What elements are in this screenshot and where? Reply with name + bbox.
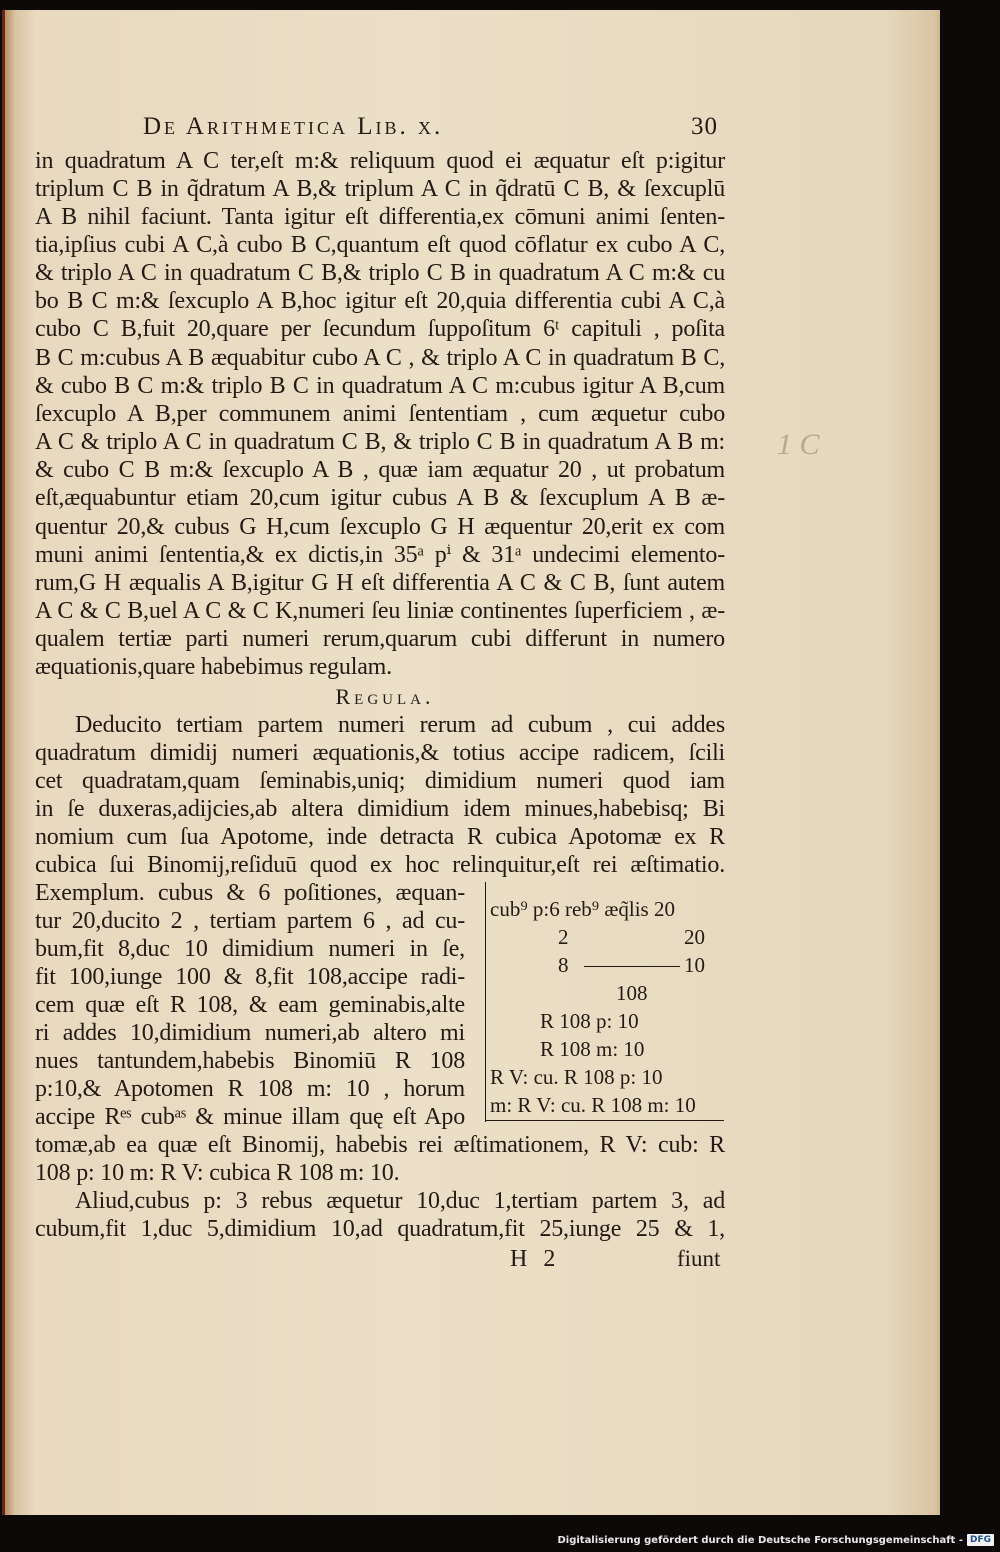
- body-line: in quadratum A C ter,eſt m:& reliquum quod ei æquatur eſt p:igitur: [35, 148, 725, 174]
- body-line: & cubo C B m:& ſexcuplo A B , quæ iam æquatur 20 , ut probatum: [35, 457, 725, 483]
- body-line: tia,ipſius cubi A C,à cubo B C,quantum eſt quod cōflatur ex cubo A C,: [35, 232, 725, 258]
- margin-annotation: 1 C: [777, 428, 820, 461]
- body-line: qualem tertiæ parti numeri rerum,quarum cubi differunt in numero: [35, 626, 725, 652]
- signature-mark: H 2: [510, 1246, 561, 1272]
- regula-line: quadratum dimidij numeri æquationis,& totius accipe radicem, ſcili: [35, 740, 725, 766]
- body-line: ſexcuplo A B,per communem animi ſententiam , cum æquetur cubo: [35, 401, 725, 427]
- body-line: B C m:cubus A B æquabitur cubo A C , & triplo A C in quadratum B C,: [35, 345, 725, 371]
- aliud-line: Aliud,cubus p: 3 rebus æquetur 10,duc 1,tertiam partem 3, ad: [75, 1188, 725, 1214]
- credit-text: Digitalisierung gefördert durch die Deutsche Forschungsgemeinschaft -: [557, 1534, 963, 1546]
- example-line: tur 20,ducito 2 , tertiam partem 6 , ad cu-: [35, 908, 465, 934]
- body-line: quentur 20,& cubus G H,cum ſexcuplo G H æquentur 20,erit ex com: [35, 514, 725, 540]
- body-line: cubo C B,fuit 20,quare per ſecundum ſuppoſitum 6ᵗ capituli , poſita: [35, 316, 725, 342]
- regula-line: nomium cum ſua Apotome, inde detracta R cubica Apotomæ ex R: [35, 824, 725, 850]
- eq-value: m: R V: cu. R 108 m: 10: [490, 1093, 696, 1117]
- example-line: fit 100,iunge 100 & 8,fit 108,accipe radi-: [35, 964, 465, 990]
- example-tail-line: tomæ,ab ea quæ eſt Binomij, habebis rei æſtimationem, R V: cub: R: [35, 1132, 725, 1158]
- body-line: & triplo A C in quadratum C B,& triplo C B in quadratum A C m:& cu: [35, 260, 725, 286]
- body-line: triplum C B in q̃dratum A B,& triplum A C in q̃dratū C B, & ſexcuplū: [35, 176, 725, 202]
- eq-value: 8: [558, 953, 569, 977]
- body-line: rum,G H æqualis A B,igitur G H eſt differentia A C & C B, ſunt autem: [35, 570, 725, 596]
- example-line: accipe Rᵉˢ cubᵃˢ & minue illam quę eſt Apo: [35, 1104, 465, 1130]
- eq-rule: [584, 966, 680, 967]
- body-line: & cubo B C m:& triplo B C in quadratum A C m:cubus igitur A B,cum: [35, 373, 725, 399]
- eq-value: 2: [558, 925, 569, 949]
- dfg-logo: DFG: [967, 1534, 994, 1546]
- example-line: bum,fit 8,duc 10 dimidium numeri in ſe,: [35, 936, 465, 962]
- header-title: De Arithmetica Lib. x.: [143, 113, 444, 140]
- body-line: A C & C B,uel A C & C K,numeri ſeu liniæ continentes ſuperficiem , æ-: [35, 598, 725, 624]
- example-line: ri addes 10,dimidium numeri,ab altero mi: [35, 1020, 465, 1046]
- eq-value: 10: [684, 953, 705, 977]
- example-line: p:10,& Apotomen R 108 m: 10 , horum: [35, 1076, 465, 1102]
- eq-value: 20: [684, 925, 705, 949]
- body-line: æquationis,quare habebimus regulam.: [35, 654, 392, 680]
- section-heading: Regula.: [335, 684, 435, 709]
- example-line: Exemplum. cubus & 6 poſitiones, æquan-: [35, 880, 465, 906]
- example-line: cem quæ eſt R 108, & eam geminabis,alte: [35, 992, 465, 1018]
- eq-rule: [486, 1120, 724, 1121]
- body-line: muni animi ſententia,& ex dictis,in 35ᵃ pⁱ & 31ᵃ undecimi elemento-: [35, 542, 725, 568]
- eq-value: R V: cu. R 108 p: 10: [490, 1065, 663, 1089]
- eq-value: R 108 m: 10: [540, 1037, 645, 1061]
- body-line: A C & triplo A C in quadratum C B, & triplo C B in quadratum A B m:: [35, 429, 725, 455]
- digitization-credit: [557, 1534, 994, 1546]
- body-line: bo B C m:& ſexcuplo A B,hoc igitur eſt 20,quia differentia cubi A C,à: [35, 288, 725, 314]
- eq-value: R 108 p: 10: [540, 1009, 639, 1033]
- catchword: fiunt: [677, 1246, 721, 1271]
- example-line: nues tantundem,habebis Binomiū R 108: [35, 1048, 465, 1074]
- regula-line: Deducito tertiam partem numeri rerum ad cubum , cui addes: [75, 712, 725, 738]
- eq-value: 108: [616, 981, 648, 1005]
- regula-line: in ſe duxeras,adijcies,ab altera dimidium idem minues,habebisq; Bi: [35, 796, 725, 822]
- book-page: [2, 10, 940, 1515]
- regula-line: cubica ſui Binomij,reſiduū quod ex hoc relinquitur,eſt rei æſtimatio.: [35, 852, 725, 878]
- body-line: eſt,æquabuntur etiam 20,cum igitur cubus A B & ſexcuplum A B æ-: [35, 485, 725, 511]
- eq-header: cub⁹ p:6 reb⁹ æq̃lis 20: [490, 897, 675, 921]
- aliud-line: cubum,fit 1,duc 5,dimidium 10,ad quadratum,fit 25,iunge 25 & 1,: [35, 1216, 725, 1242]
- regula-line: cet quadratam,quam ſeminabis,uniq; dimidium numeri quod iam: [35, 768, 725, 794]
- equation-box: [485, 882, 724, 1122]
- body-line: A B nihil faciunt. Tanta igitur eſt differentia,ex cōmuni animi ſenten-: [35, 204, 725, 230]
- example-tail-line: 108 p: 10 m: R V: cubica R 108 m: 10.: [35, 1160, 400, 1186]
- page-number: 30: [691, 113, 718, 140]
